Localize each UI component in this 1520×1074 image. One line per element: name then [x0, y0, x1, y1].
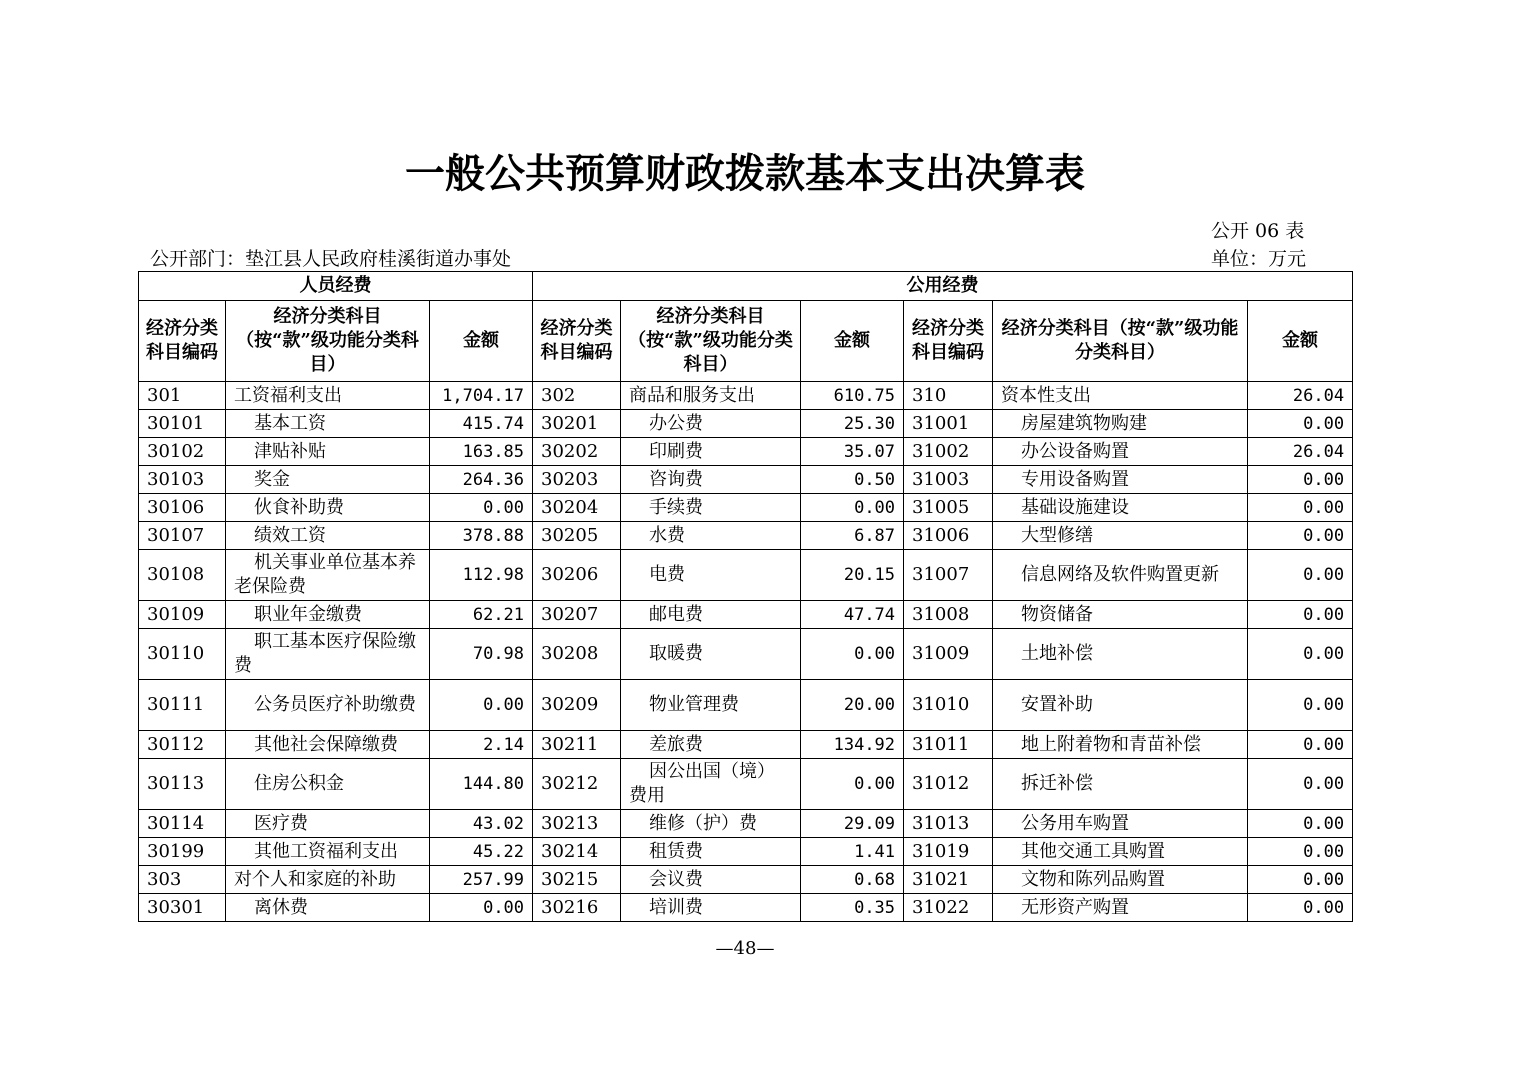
column-header-code: 经济分类科目编码 — [139, 301, 226, 382]
cell-code: 310 — [904, 382, 993, 410]
cell-name: 其他交通工具购置 — [993, 838, 1248, 866]
cell-name: 土地补偿 — [993, 629, 1248, 680]
cell-name: 其他工资福利支出 — [226, 838, 430, 866]
cell-code: 302 — [533, 382, 621, 410]
cell-code: 30213 — [533, 810, 621, 838]
cell-code: 30211 — [533, 731, 621, 759]
cell-code: 30214 — [533, 838, 621, 866]
cell-name: 公务员医疗补助缴费 — [226, 680, 430, 731]
cell-name: 住房公积金 — [226, 759, 430, 810]
cell-amount: 257.99 — [430, 866, 533, 894]
cell-amount: 415.74 — [430, 410, 533, 438]
cell-amount: 0.00 — [801, 629, 904, 680]
page-number: —48— — [715, 938, 775, 959]
cell-name: 因公出国（境）费用 — [621, 759, 801, 810]
cell-code: 30204 — [533, 494, 621, 522]
cell-amount: 1.41 — [801, 838, 904, 866]
cell-name: 物资储备 — [993, 601, 1248, 629]
cell-amount: 0.00 — [801, 494, 904, 522]
cell-code: 30202 — [533, 438, 621, 466]
cell-code: 30208 — [533, 629, 621, 680]
table-row — [139, 494, 1353, 522]
cell-amount: 70.98 — [430, 629, 533, 680]
cell-name: 工资福利支出 — [226, 382, 430, 410]
cell-code: 31003 — [904, 466, 993, 494]
column-header-amount: 金额 — [430, 301, 533, 382]
cell-amount: 0.00 — [1248, 810, 1353, 838]
cell-amount: 0.00 — [430, 894, 533, 922]
cell-code: 30301 — [139, 894, 226, 922]
cell-name: 公务用车购置 — [993, 810, 1248, 838]
page-title: 一般公共预算财政拨款基本支出决算表 — [405, 150, 1085, 197]
table-row — [139, 731, 1353, 759]
cell-amount: 6.87 — [801, 522, 904, 550]
cell-name: 地上附着物和青苗补偿 — [993, 731, 1248, 759]
cell-code: 30201 — [533, 410, 621, 438]
cell-code: 30114 — [139, 810, 226, 838]
cell-name: 对个人和家庭的补助 — [226, 866, 430, 894]
cell-name: 取暖费 — [621, 629, 801, 680]
form-number: 公开 06 表 — [1211, 220, 1305, 242]
cell-code: 30203 — [533, 466, 621, 494]
group-header-personnel: 人员经费 — [139, 272, 533, 301]
cell-name: 培训费 — [621, 894, 801, 922]
cell-code: 31008 — [904, 601, 993, 629]
cell-name: 手续费 — [621, 494, 801, 522]
cell-code: 30216 — [533, 894, 621, 922]
cell-amount: 0.68 — [801, 866, 904, 894]
cell-amount: 20.00 — [801, 680, 904, 731]
cell-amount: 20.15 — [801, 550, 904, 601]
cell-amount: 0.00 — [1248, 550, 1353, 601]
cell-code: 31013 — [904, 810, 993, 838]
cell-name: 基本工资 — [226, 410, 430, 438]
cell-amount: 0.00 — [1248, 466, 1353, 494]
cell-code: 30103 — [139, 466, 226, 494]
cell-amount: 0.00 — [1248, 522, 1353, 550]
cell-amount: 134.92 — [801, 731, 904, 759]
cell-name: 奖金 — [226, 466, 430, 494]
cell-name: 咨询费 — [621, 466, 801, 494]
cell-code: 31021 — [904, 866, 993, 894]
cell-amount: 0.00 — [801, 759, 904, 810]
cell-code: 31006 — [904, 522, 993, 550]
cell-name: 租赁费 — [621, 838, 801, 866]
cell-name: 会议费 — [621, 866, 801, 894]
cell-amount: 2.14 — [430, 731, 533, 759]
cell-code: 31011 — [904, 731, 993, 759]
cell-amount: 26.04 — [1248, 438, 1353, 466]
cell-amount: 35.07 — [801, 438, 904, 466]
column-header-code: 经济分类科目编码 — [904, 301, 993, 382]
cell-amount: 0.00 — [1248, 866, 1353, 894]
cell-code: 30109 — [139, 601, 226, 629]
cell-amount: 0.35 — [801, 894, 904, 922]
cell-name: 商品和服务支出 — [621, 382, 801, 410]
cell-amount: 0.00 — [430, 494, 533, 522]
cell-code: 30206 — [533, 550, 621, 601]
cell-amount: 1,704.17 — [430, 382, 533, 410]
cell-name: 机关事业单位基本养老保险费 — [226, 550, 430, 601]
cell-amount: 0.50 — [801, 466, 904, 494]
cell-name: 资本性支出 — [993, 382, 1248, 410]
cell-name: 办公设备购置 — [993, 438, 1248, 466]
cell-amount: 264.36 — [430, 466, 533, 494]
cell-code: 31012 — [904, 759, 993, 810]
cell-name: 津贴补贴 — [226, 438, 430, 466]
table-row — [139, 382, 1353, 410]
cell-code: 30102 — [139, 438, 226, 466]
cell-amount: 25.30 — [801, 410, 904, 438]
column-header-amount: 金额 — [801, 301, 904, 382]
cell-code: 31005 — [904, 494, 993, 522]
table-row — [139, 550, 1353, 601]
cell-amount: 45.22 — [430, 838, 533, 866]
cell-name: 大型修缮 — [993, 522, 1248, 550]
cell-amount: 47.74 — [801, 601, 904, 629]
column-header-code: 经济分类科目编码 — [533, 301, 621, 382]
cell-code: 303 — [139, 866, 226, 894]
column-header-name: 经济分类科目（按“款”级功能分类科目） — [226, 301, 430, 382]
cell-code: 30107 — [139, 522, 226, 550]
cell-amount: 610.75 — [801, 382, 904, 410]
cell-name: 维修（护）费 — [621, 810, 801, 838]
cell-amount: 0.00 — [430, 680, 533, 731]
table-row — [139, 680, 1353, 731]
cell-name: 专用设备购置 — [993, 466, 1248, 494]
cell-amount: 29.09 — [801, 810, 904, 838]
table-row — [139, 838, 1353, 866]
cell-amount: 0.00 — [1248, 731, 1353, 759]
cell-name: 物业管理费 — [621, 680, 801, 731]
cell-amount: 62.21 — [430, 601, 533, 629]
cell-name: 水费 — [621, 522, 801, 550]
cell-name: 电费 — [621, 550, 801, 601]
unit-label: 单位：万元 — [1211, 248, 1307, 270]
cell-name: 文物和陈列品购置 — [993, 866, 1248, 894]
group-header-public: 公用经费 — [533, 272, 1353, 301]
cell-amount: 0.00 — [1248, 410, 1353, 438]
cell-amount: 0.00 — [1248, 838, 1353, 866]
expenditure-table — [138, 271, 1353, 922]
cell-code: 31002 — [904, 438, 993, 466]
department-label: 公开部门：垫江县人民政府桂溪街道办事处 — [150, 248, 512, 270]
column-header-name: 经济分类科目（按“款”级功能分类科目） — [993, 301, 1248, 382]
cell-code: 31009 — [904, 629, 993, 680]
cell-code: 30205 — [533, 522, 621, 550]
cell-code: 301 — [139, 382, 226, 410]
cell-amount: 144.80 — [430, 759, 533, 810]
cell-name: 邮电费 — [621, 601, 801, 629]
cell-code: 30212 — [533, 759, 621, 810]
table-row — [139, 866, 1353, 894]
cell-name: 拆迁补偿 — [993, 759, 1248, 810]
cell-code: 30108 — [139, 550, 226, 601]
table-row — [139, 810, 1353, 838]
cell-amount: 0.00 — [1248, 680, 1353, 731]
cell-amount: 378.88 — [430, 522, 533, 550]
cell-amount: 112.98 — [430, 550, 533, 601]
cell-code: 31022 — [904, 894, 993, 922]
cell-code: 31007 — [904, 550, 993, 601]
table-row — [139, 466, 1353, 494]
cell-name: 伙食补助费 — [226, 494, 430, 522]
cell-amount: 0.00 — [1248, 601, 1353, 629]
cell-name: 印刷费 — [621, 438, 801, 466]
table-row — [139, 894, 1353, 922]
cell-name: 医疗费 — [226, 810, 430, 838]
cell-code: 31019 — [904, 838, 993, 866]
cell-name: 信息网络及软件购置更新 — [993, 550, 1248, 601]
cell-amount: 43.02 — [430, 810, 533, 838]
table-row — [139, 522, 1353, 550]
cell-amount: 0.00 — [1248, 894, 1353, 922]
cell-name: 基础设施建设 — [993, 494, 1248, 522]
cell-name: 差旅费 — [621, 731, 801, 759]
cell-amount: 0.00 — [1248, 629, 1353, 680]
column-header-name: 经济分类科目（按“款”级功能分类科目） — [621, 301, 801, 382]
cell-code: 30101 — [139, 410, 226, 438]
cell-code: 30215 — [533, 866, 621, 894]
table-row — [139, 629, 1353, 680]
cell-code: 30199 — [139, 838, 226, 866]
cell-name: 职工基本医疗保险缴费 — [226, 629, 430, 680]
table-row — [139, 759, 1353, 810]
cell-code: 30209 — [533, 680, 621, 731]
cell-code: 30110 — [139, 629, 226, 680]
cell-code: 31001 — [904, 410, 993, 438]
cell-code: 30111 — [139, 680, 226, 731]
cell-code: 30106 — [139, 494, 226, 522]
cell-amount: 0.00 — [1248, 759, 1353, 810]
table-row — [139, 438, 1353, 466]
cell-name: 无形资产购置 — [993, 894, 1248, 922]
cell-name: 离休费 — [226, 894, 430, 922]
cell-code: 30112 — [139, 731, 226, 759]
cell-name: 其他社会保障缴费 — [226, 731, 430, 759]
cell-amount: 0.00 — [1248, 494, 1353, 522]
table-row — [139, 410, 1353, 438]
cell-name: 绩效工资 — [226, 522, 430, 550]
cell-name: 安置补助 — [993, 680, 1248, 731]
column-header-amount: 金额 — [1248, 301, 1353, 382]
cell-code: 31010 — [904, 680, 993, 731]
cell-name: 办公费 — [621, 410, 801, 438]
table-row — [139, 601, 1353, 629]
cell-name: 房屋建筑物购建 — [993, 410, 1248, 438]
cell-amount: 163.85 — [430, 438, 533, 466]
cell-amount: 26.04 — [1248, 382, 1353, 410]
cell-name: 职业年金缴费 — [226, 601, 430, 629]
cell-code: 30113 — [139, 759, 226, 810]
cell-code: 30207 — [533, 601, 621, 629]
